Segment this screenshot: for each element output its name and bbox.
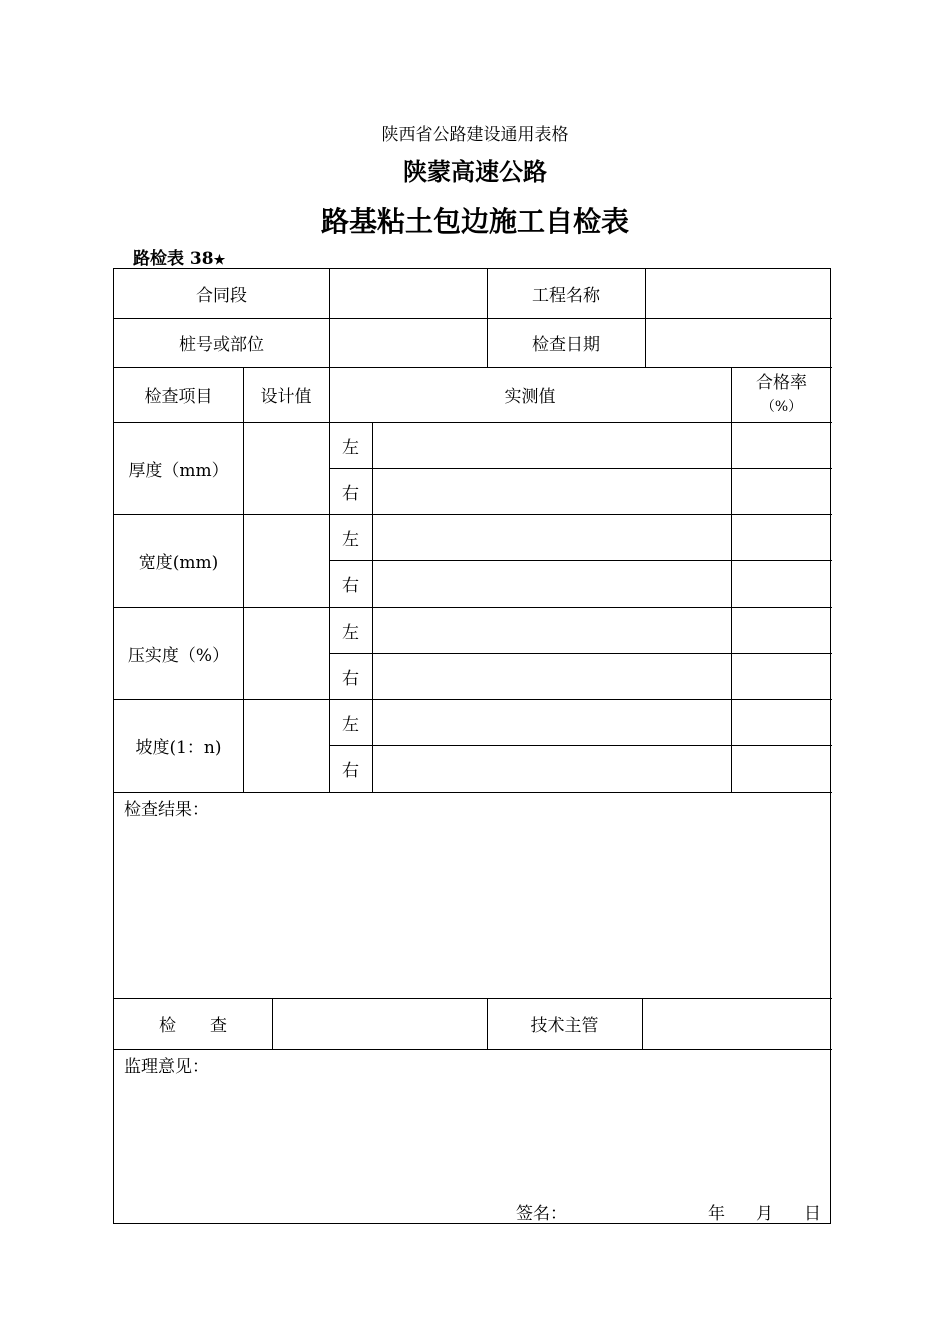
project-name-value[interactable] — [645, 269, 832, 318]
col-divider — [731, 367, 732, 792]
station-label: 桩号或部位 — [179, 335, 264, 355]
row-divider — [329, 560, 832, 561]
side-right: 右 — [342, 668, 359, 689]
project-name-label: 工程名称 — [532, 286, 600, 306]
result-area[interactable] — [114, 819, 832, 997]
header-item: 检查项目 — [144, 387, 213, 407]
side-left: 左 — [342, 437, 359, 458]
row-divider — [114, 1049, 832, 1050]
supervision-label: 监理意见： — [124, 1057, 209, 1077]
star-icon: ★ — [213, 253, 226, 268]
tech-value[interactable] — [642, 998, 832, 1049]
form-subtitle: 陕西省公路建设通用表格 — [381, 125, 569, 145]
item-width: 宽度(mm) — [138, 553, 219, 573]
design-value-slope[interactable] — [243, 699, 329, 792]
form-code — [133, 244, 225, 269]
tech-label: 技术主管 — [530, 1016, 599, 1036]
form-title: 路基粘土包边施工自检表 — [320, 205, 629, 238]
side-left: 左 — [342, 529, 359, 550]
form-code-text: 路检表 38 — [133, 249, 214, 269]
day-label: 日 — [804, 1204, 821, 1224]
signature-label: 签名： — [516, 1204, 567, 1224]
item-thickness: 厚度（mm） — [128, 460, 229, 481]
month-label: 月 — [756, 1204, 773, 1224]
header-rate-line1: 合格率 — [756, 372, 807, 393]
contract-value[interactable] — [329, 269, 487, 318]
row-divider — [329, 745, 832, 746]
header-design: 设计值 — [260, 387, 312, 407]
col-divider — [372, 422, 373, 792]
item-compaction: 压实度（%） — [127, 645, 230, 666]
station-value[interactable] — [329, 318, 487, 367]
design-value-thickness[interactable] — [243, 422, 329, 514]
side-left: 左 — [342, 622, 359, 643]
side-right: 右 — [342, 483, 359, 504]
inspect-label: 检 查 — [159, 1016, 227, 1036]
contract-label: 合同段 — [196, 286, 247, 306]
inspection-table — [113, 268, 831, 1224]
header-rate-line2: （%） — [760, 398, 803, 415]
row-divider — [114, 792, 832, 793]
supervision-area[interactable] — [114, 1077, 832, 1189]
design-value-width[interactable] — [243, 514, 329, 607]
date-label: 检查日期 — [532, 335, 600, 355]
item-slope: 坡度(1：n) — [135, 738, 222, 758]
inspect-value[interactable] — [272, 998, 487, 1049]
row-divider — [329, 653, 832, 654]
date-value[interactable] — [645, 318, 832, 367]
header-measured: 实测值 — [504, 387, 556, 407]
side-right: 右 — [342, 761, 359, 781]
side-left: 左 — [342, 714, 359, 735]
header-rate — [731, 367, 832, 422]
project-title: 陕蒙高速公路 — [403, 158, 547, 186]
result-label: 检查结果： — [124, 800, 209, 820]
year-label: 年 — [708, 1204, 725, 1224]
design-value-compaction[interactable] — [243, 607, 329, 699]
row-divider — [329, 468, 832, 469]
side-right: 右 — [342, 576, 359, 596]
